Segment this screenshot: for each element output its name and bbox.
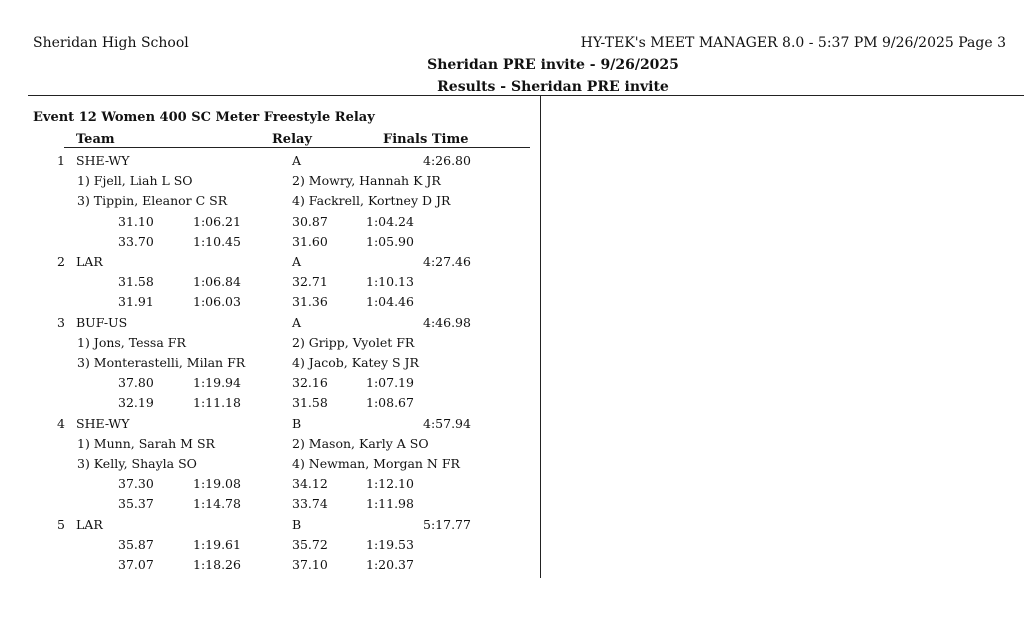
result-place: 4 bbox=[57, 415, 65, 431]
swimmer-leg-4: 4) Newman, Morgan N FR bbox=[292, 456, 460, 471]
split-time: 31.91 bbox=[118, 294, 154, 310]
split-time: 1:11.18 bbox=[193, 395, 241, 411]
result-relay: A bbox=[292, 254, 302, 269]
split-time: 31.58 bbox=[118, 274, 154, 290]
split-time: 1:07.19 bbox=[366, 375, 414, 391]
split-time: 1:19.94 bbox=[193, 375, 241, 391]
split-time: 35.72 bbox=[292, 536, 328, 552]
result-relay: A bbox=[292, 153, 302, 168]
split-time: 37.80 bbox=[118, 375, 154, 391]
split-time: 1:04.24 bbox=[366, 213, 414, 229]
split-time: 35.87 bbox=[118, 536, 154, 552]
column-divider bbox=[540, 96, 541, 578]
result-finals-time: 4:57.94 bbox=[423, 415, 471, 431]
swimmer-leg-1: 1) Fjell, Liah L SO bbox=[77, 173, 193, 189]
split-time: 1:10.13 bbox=[366, 274, 414, 290]
result-relay: B bbox=[292, 516, 302, 532]
event-title: Event 12 Women 400 SC Meter Freestyle Relay bbox=[33, 110, 375, 125]
column-header-rule bbox=[64, 147, 530, 148]
swimmer-leg-4: 4) Fackrell, Kortney D JR bbox=[292, 193, 451, 209]
split-time: 1:06.84 bbox=[193, 274, 241, 290]
swimmer-leg-3: 3) Monterastelli, Milan FR bbox=[77, 355, 246, 370]
result-finals-time: 4:26.80 bbox=[423, 153, 471, 168]
split-time: 32.19 bbox=[118, 395, 154, 411]
result-relay: A bbox=[292, 314, 302, 330]
column-header-relay: Relay bbox=[272, 132, 312, 147]
split-time: 37.07 bbox=[118, 557, 154, 572]
split-time: 31.10 bbox=[118, 213, 154, 229]
result-finals-time: 4:27.46 bbox=[423, 254, 471, 269]
split-time: 31.60 bbox=[292, 233, 328, 249]
result-relay: B bbox=[292, 415, 302, 431]
meet-title: Sheridan PRE invite - 9/26/2025 bbox=[427, 57, 679, 73]
swimmer-leg-2: 2) Mason, Karly A SO bbox=[292, 435, 429, 451]
split-time: 1:19.08 bbox=[193, 476, 241, 492]
split-time: 1:19.61 bbox=[193, 536, 241, 552]
result-team: BUF-US bbox=[76, 314, 128, 330]
split-time: 32.71 bbox=[292, 274, 328, 290]
result-finals-time: 4:46.98 bbox=[423, 314, 471, 330]
swimmer-leg-2: 2) Mowry, Hannah K JR bbox=[292, 173, 441, 189]
split-time: 31.58 bbox=[292, 395, 328, 411]
split-time: 1:12.10 bbox=[366, 476, 414, 492]
column-header-finals-time: Finals Time bbox=[383, 132, 469, 147]
split-time: 1:19.53 bbox=[366, 536, 414, 552]
swimmer-leg-1: 1) Munn, Sarah M SR bbox=[77, 435, 215, 451]
swimmer-leg-4: 4) Jacob, Katey S JR bbox=[292, 355, 419, 370]
swimmer-leg-1: 1) Jons, Tessa FR bbox=[77, 334, 186, 350]
split-time: 33.74 bbox=[292, 496, 328, 512]
split-time: 1:05.90 bbox=[366, 233, 414, 249]
result-team: SHE-WY bbox=[76, 153, 130, 168]
split-time: 1:04.46 bbox=[366, 294, 414, 310]
split-time: 1:10.45 bbox=[193, 233, 241, 249]
school-name: Sheridan High School bbox=[33, 35, 189, 51]
result-finals-time: 5:17.77 bbox=[423, 516, 471, 532]
split-time: 31.36 bbox=[292, 294, 328, 310]
split-time: 34.12 bbox=[292, 476, 328, 492]
split-time: 1:20.37 bbox=[366, 557, 414, 572]
split-time: 33.70 bbox=[118, 233, 154, 249]
result-place: 3 bbox=[57, 314, 65, 330]
split-time: 1:08.67 bbox=[366, 395, 414, 411]
swimmer-leg-3: 3) Tippin, Eleanor C SR bbox=[77, 193, 228, 209]
column-header-team: Team bbox=[76, 132, 115, 147]
split-time: 1:18.26 bbox=[193, 557, 241, 572]
result-team: LAR bbox=[76, 516, 103, 532]
header-rule bbox=[28, 95, 1024, 96]
split-time: 1:06.21 bbox=[193, 213, 241, 229]
split-time: 1:11.98 bbox=[366, 496, 414, 512]
result-place: 1 bbox=[57, 153, 65, 168]
split-time: 37.30 bbox=[118, 476, 154, 492]
split-time: 32.16 bbox=[292, 375, 328, 391]
split-time: 30.87 bbox=[292, 213, 328, 229]
swimmer-leg-2: 2) Gripp, Vyolet FR bbox=[292, 334, 415, 350]
result-team: SHE-WY bbox=[76, 415, 130, 431]
split-time: 1:06.03 bbox=[193, 294, 241, 310]
split-time: 1:14.78 bbox=[193, 496, 241, 512]
result-place: 2 bbox=[57, 254, 65, 269]
result-place: 5 bbox=[57, 516, 65, 532]
software-info: HY-TEK's MEET MANAGER 8.0 - 5:37 PM 9/26/2025 Page 3 bbox=[580, 35, 1006, 51]
split-time: 37.10 bbox=[292, 557, 328, 572]
result-team: LAR bbox=[76, 254, 103, 269]
swimmer-leg-3: 3) Kelly, Shayla SO bbox=[77, 456, 197, 471]
results-title: Results - Sheridan PRE invite bbox=[437, 79, 669, 95]
split-time: 35.37 bbox=[118, 496, 154, 512]
